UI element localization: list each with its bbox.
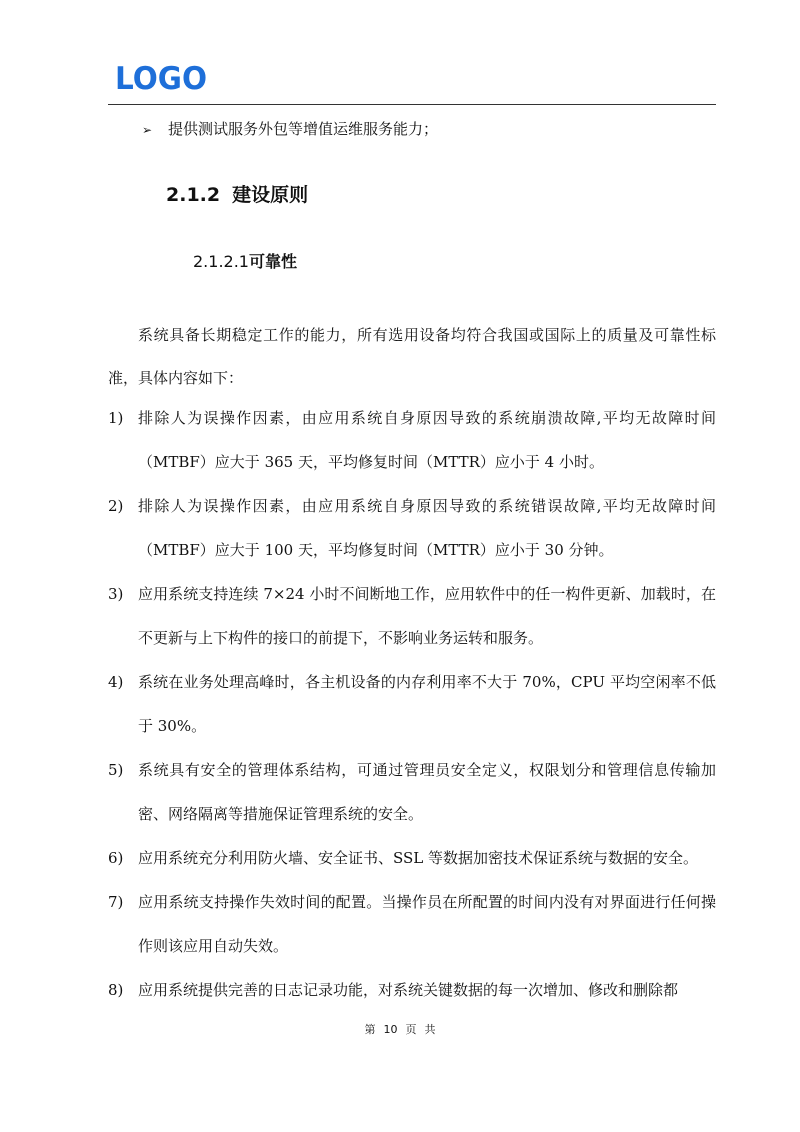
list-item-text: 应用系统支持操作失效时间的配置。当操作员在所配置的时间内没有对界面进行任何操作则该应用自动失效。 [138,893,716,955]
list-item-number: 3) [108,585,124,603]
bullet-item [142,118,438,139]
list-item-number: 2) [108,497,124,515]
intro-paragraph: 系统具备长期稳定工作的能力，所有选用设备均符合我国或国际上的质量及可靠性标准，具体内容如下： [108,326,716,387]
list-item [108,880,716,968]
header-rule [108,104,716,105]
list-item [108,484,716,572]
list-item-text: 应用系统支持连续 7×24 小时不间断地工作，应用软件中的任一构件更新、加载时，在不更新与上下构件的接口的前提下，不影响业务运转和服务。 [138,585,716,647]
footer-suffix: 共 [424,1023,436,1036]
list-item-text: 排除人为误操作因素，由应用系统自身原因导致的系统错误故障,平均无故障时间（MTBF）应大于 100 天，平均修复时间（MTTR）应小于 30 分钟。 [138,497,716,559]
section-heading [166,180,308,207]
list-item-text: 系统在业务处理高峰时，各主机设备的内存利用率不大于 70%，CPU 平均空闲率不低于 30%。 [138,673,716,735]
requirements-list [108,396,716,1012]
subsection-number: 2.1.2.1 [193,252,249,271]
list-item [108,572,716,660]
subsection-heading [193,249,297,272]
logo-text: LOGO [115,62,207,92]
subsection-title: 可靠性 [248,252,297,271]
list-item-number: 1) [108,409,124,427]
page-number: 10 [383,1023,398,1036]
list-item-number: 8) [108,981,124,999]
list-item [108,660,716,748]
list-item [108,748,716,836]
footer-prefix: 第 [364,1023,376,1036]
logo [115,62,207,92]
bullet-text: 提供测试服务外包等增值运维服务能力； [168,120,439,138]
list-item-text: 应用系统提供完善的日志记录功能，对系统关键数据的每一次增加、修改和删除都 [138,981,679,999]
list-item-text: 系统具有安全的管理体系结构，可通过管理员安全定义，权限划分和管理信息传输加密、网络隔离等措施保证管理系统的安全。 [138,761,716,823]
list-item [108,396,716,484]
section-title: 建设原则 [232,184,309,206]
list-item [108,968,716,1012]
list-item-number: 6) [108,849,124,867]
list-item-number: 7) [108,893,124,911]
list-item [108,836,716,880]
list-item-text: 排除人为误操作因素，由应用系统自身原因导致的系统崩溃故障,平均无故障时间（MTBF）应大于 365 天，平均修复时间（MTTR）应小于 4 小时。 [138,409,716,471]
page-footer [0,1021,800,1037]
section-number: 2.1.2 [166,184,221,206]
footer-unit: 页 [405,1023,417,1036]
list-item-number: 5) [108,761,124,779]
arrow-bullet-icon: ➢ [142,123,153,137]
list-item-text: 应用系统充分利用防火墙、安全证书、SSL 等数据加密技术保证系统与数据的安全。 [138,849,699,867]
list-item-number: 4) [108,673,124,691]
